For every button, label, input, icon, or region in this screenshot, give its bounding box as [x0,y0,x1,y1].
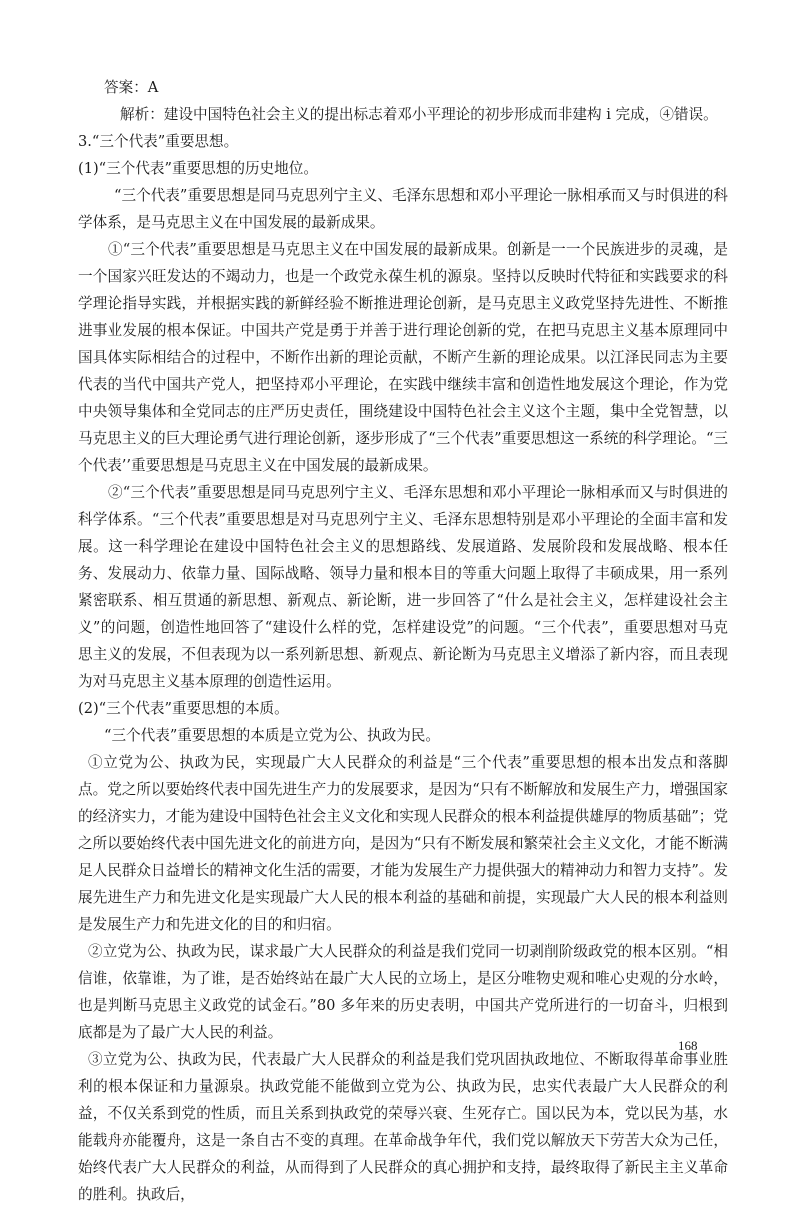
essence-2-paragraph: ②立党为公、执政为民，谋求最广大人民群众的利益是我们党同一切剥削阶级政党的根本区别。“相信谁，依靠谁，为了谁，是否始终站在最广大人民的立场上，是区分唯物史观和唯心史观的分水岭，也是判断马克思主义政党的试金石。”80 多年来的历史表明，中国共产党所进行的一切奋斗，归根到底都是为了最广大人民的利益。 [78,943,728,1041]
essence-1-paragraph: ①立党为公、执政为民，实现最广大人民群众的利益是“三个代表”重要思想的根本出发点和落脚点。党之所以要始终代表中国先进生产力的发展要求，是因为“只有不断解放和发展生产力，增强国家的经济实力，才能为建设中国特色社会主义文化和实现人民群众的根本利益提供雄厚的物质基础”；党之所以要始终代表中国先进文化的前进方向，是因为“只有不断发展和繁荣社会主义文化，才能不断满足人民群众日益增长的精神文化生活的需要，才能为发展生产力提供强大的精神动力和智力支持”。发展先进生产力和先进文化是实现最广大人民的根本利益的基础和前提，实现最广大人民的根本利益则是发展生产力和先进文化的目的和归宿。 [78,754,728,933]
answer-line: 答案：A [104,79,159,96]
essence-3-paragraph: ③立党为公、执政为民，代表最广大人民群众的利益是我们党巩固执政地位、不断取得革命事业胜利的根本保证和力量源泉。执政党能不能做到立党为公、执政为民，忠实代表最广大人民群众的利益，不仅关系到党的性质，而且关系到执政党的荣辱兴衰、生死存亡。国以民为本，党以民为基，水能载舟亦能覆舟，这是一条自古不变的真理。在革命战争年代，我们党以解放天下劳苦大众为己任，始终代表广大人民群众的利益，从而得到了人民群众的真心拥护和支持，最终取得了新民主主义革命的胜利。执政后， [78,1051,728,1203]
subsection-2-heading: (2)“三个代表”重要思想的本质。 [78,700,289,717]
point-2-paragraph: ②“三个代表”重要思想是同马克思列宁主义、毛泽东思想和邓小平理论一脉相承而又与时俱进的科学体系。“三个代表”重要思想是对马克思列宁主义、毛泽东思想特别是邓小平理论的全面丰富和发展。这一科学理论在建设中国特色社会主义的思想路线、发展道路、发展阶段和发展战略、根本任务、发展动力、依靠力量、国际战略、领导力量和根本目的等重大问题上取得了丰硕成果，用一系列紧密联系、相互贯通的新思想、新观点、新论断，进一步回答了“什么是社会主义，怎样建设社会主义”的问题，创造性地回答了“建设什么样的党，怎样建设党”的问题。“三个代表”，重要思想对马克思主义的发展，不但表现为以一系列新思想、新观点、新论断为马克思主义增添了新内容，而且表现为对马克思主义基本原理的创造性运用。 [78,484,728,690]
point-1-paragraph: ①“三个代表”重要思想是马克思主义在中国发展的最新成果。创新是一一个民族进步的灵魂，是一个国家兴旺发达的不竭动力，也是一个政党永葆生机的源泉。坚持以反映时代特征和实践要求的科学理论指导实践，并根据实践的新鲜经验不断推进理论创新，是马克思主义政党坚持先进性、不断推进事业发展的根本保证。中国共产党是勇于并善于进行理论创新的党，在把马克思主义基本原理同中国具体实际相结合的过程中，不断作出新的理论贡献，不断产生新的理论成果。以江泽民同志为主要代表的当代中国共产党人，把坚持邓小平理论，在实践中继续丰富和创造性地发展这个理论，作为党中央领导集体和全党同志的庄严历史责任，围绕建设中国特色社会主义这个主题，集中全党智慧，以马克思主义的巨大理论勇气进行理论创新，逐步形成了“三个代表”重要思想这一系统的科学理论。“三个代表’’重要思想是马克思主义在中国发展的最新成果。 [78,241,728,474]
subsection-1-heading: (1)“三个代表”重要思想的历史地位。 [78,160,318,177]
analysis-line: 解析：建设中国特色社会主义的提出标志着邓小平理论的初步形成而非建构 i 完成，④错误。 [120,106,718,123]
subsection-2-summary: “三个代表”重要思想的本质是立党为公、执政为民。 [104,727,440,744]
subsection-1-summary: “三个代表”重要思想是同马克思列宁主义、毛泽东思想和邓小平理论一脉相承而又与时俱进的科学体系，是马克思主义在中国发展的最新成果。 [78,187,728,231]
section-heading: 3.“三个代表”重要思想。 [78,133,239,150]
page-number: 168 [678,1038,698,1053]
document-page [78,74,728,1208]
